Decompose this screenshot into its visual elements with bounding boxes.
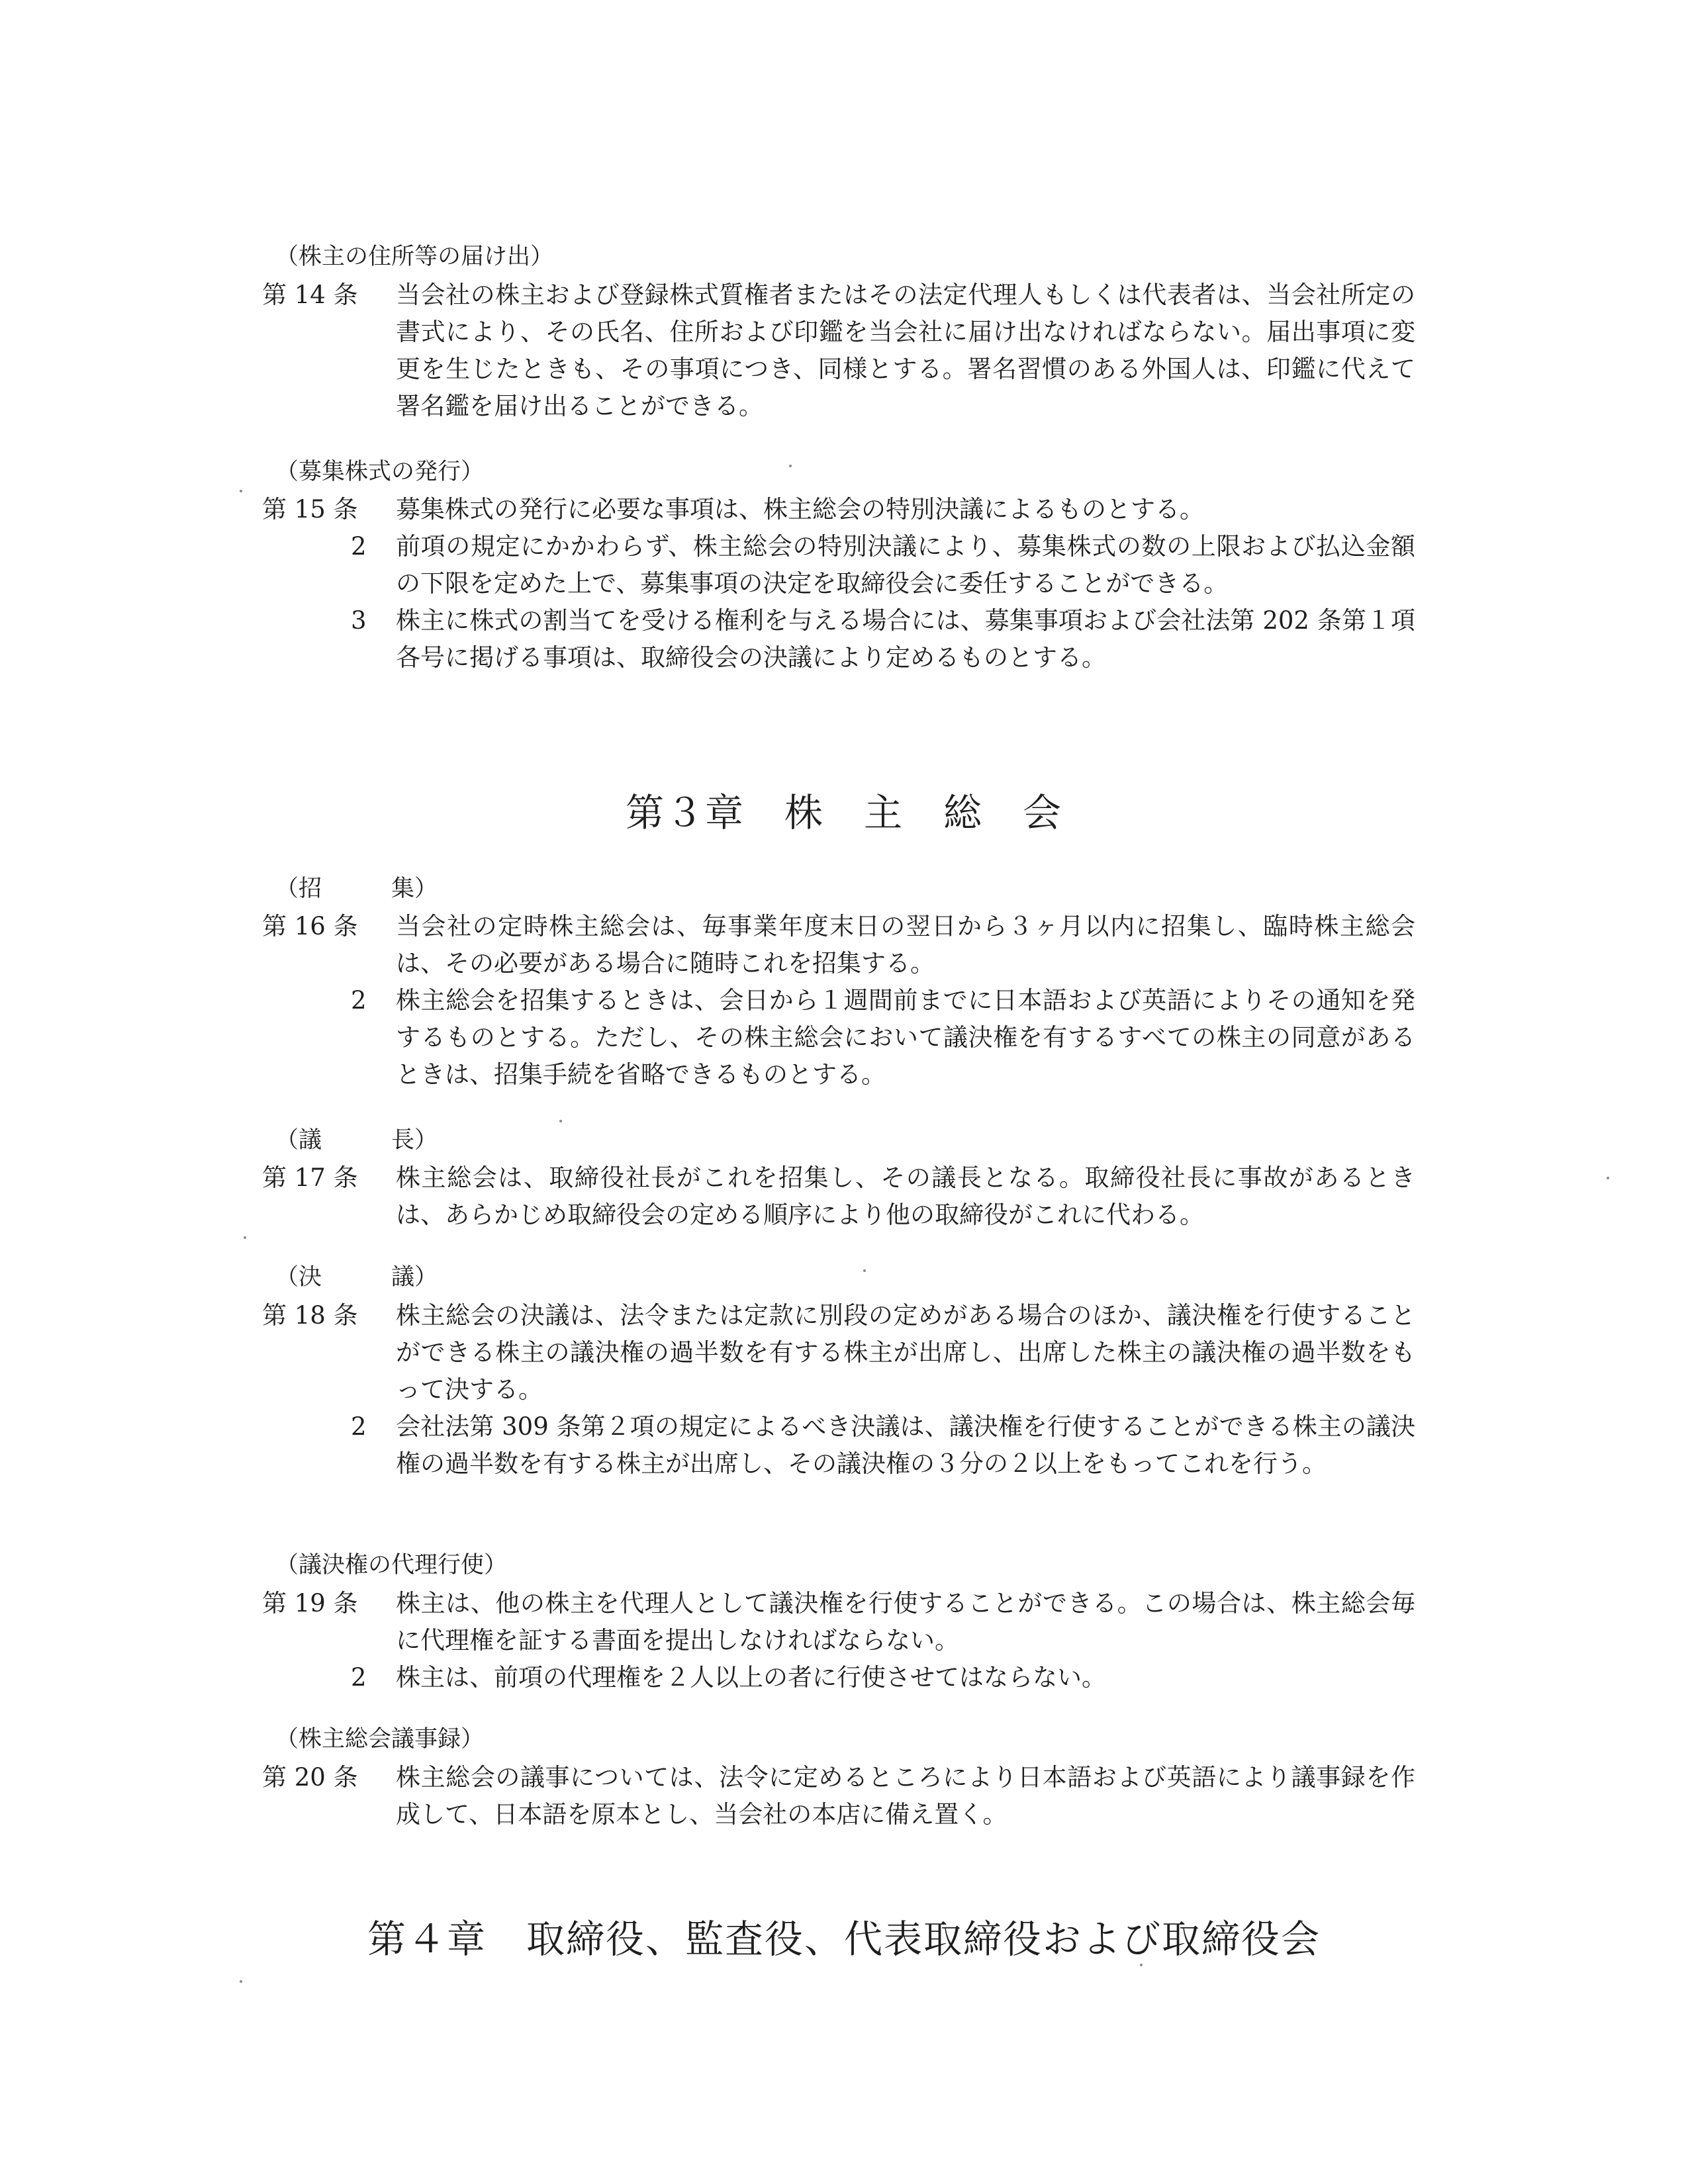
chapter-3-heading: 第３章 株 主 総 会	[625, 790, 1062, 835]
article-14-number: 第 14 条	[262, 281, 358, 309]
article-20-text: 株主総会の議事については、法令に定めるところにより日本語および英語により議事録を作成して、日本語を原本とし、当会社の本店に備え置く。	[396, 1763, 1415, 1829]
article-14-text: 当会社の株主および登録株式質権者またはその法定代理人もしくは代表者は、当会社所定の書式により、その氏名、住所および印鑑を当会社に届け出なければならない。届出事項に変更を生じたときも、その事項につき、同様とする。署名習慣のある外国人は、印鑑に代えて署名鑑を届け出ることができる。	[396, 281, 1415, 420]
article-16-paragraph-2-text: 株主総会を招集するときは、会日から１週間前までに日本語および英語によりその通知を発するものとする。ただし、その株主総会において議決権を有するすべての株主の同意があるときは、招集手続を省略できるものとする。	[396, 986, 1415, 1089]
article-17-text: 株主総会は、取締役社長がこれを招集し、その議長となる。取締役社長に事故があるときは、あらかじめ取締役会の定める順序により他の取締役がこれに代わる。	[396, 1163, 1415, 1229]
scan-speck	[240, 1980, 242, 1983]
article-17	[262, 1160, 1427, 1234]
article-14	[262, 277, 1427, 425]
article-17-caption: （議 長）	[275, 1127, 438, 1154]
article-15-paragraph-3	[262, 602, 1427, 676]
scan-speck	[789, 465, 792, 467]
article-20-paragraph-1	[262, 1759, 1427, 1833]
scan-speck	[244, 1236, 246, 1239]
article-15-caption: （募集株式の発行）	[275, 459, 485, 485]
article-19-number: 第 19 条	[262, 1589, 358, 1617]
article-15-number: 第 15 条	[262, 495, 358, 523]
article-14-paragraph-1	[262, 277, 1427, 425]
article-20-caption: （株主総会議事録）	[275, 1726, 485, 1752]
article-18-text: 株主総会の決議は、法令または定款に別段の定めがある場合のほか、議決権を行使することができる株主の議決権の過半数を有する株主が出席し、出席した株主の議決権の過半数をもって決する。	[396, 1301, 1415, 1404]
article-17-paragraph-1	[262, 1160, 1427, 1234]
article-19-text: 株主は、他の株主を代理人として議決権を行使することができる。この場合は、株主総会毎に代理権を証する書面を提出しなければならない。	[396, 1589, 1415, 1655]
scan-speck	[559, 1120, 562, 1122]
article-16-number: 第 16 条	[262, 912, 358, 940]
article-16-paragraph-1	[262, 908, 1427, 982]
article-16-text: 当会社の定時株主総会は、毎事業年度末日の翌日から３ヶ月以内に招集し、臨時株主総会は、その必要がある場合に随時これを招集する。	[396, 912, 1415, 978]
article-18-paragraph-1	[262, 1297, 1427, 1408]
article-15-paragraph-2	[262, 528, 1427, 602]
article-15-paragraph-3-text: 株主に株式の割当てを受ける権利を与える場合には、募集事項および会社法第 202 条第１項各号に掲げる事項は、取締役会の決議により定めるものとする。	[396, 606, 1415, 672]
article-17-number: 第 17 条	[262, 1163, 358, 1192]
article-15-text: 募集株式の発行に必要な事項は、株主総会の特別決議によるものとする。	[396, 495, 1204, 523]
scan-speck	[1607, 1177, 1609, 1179]
article-15-paragraph-2-text: 前項の規定にかかわらず、株主総会の特別決議により、募集株式の数の上限および払込金額の下限を定めた上で、募集事項の決定を取締役会に委任することができる。	[396, 532, 1415, 598]
article-20	[262, 1759, 1427, 1833]
article-19-paragraph-2-text: 株主は、前項の代理権を２人以上の者に行使させてはならない。	[396, 1663, 1106, 1692]
article-20-number: 第 20 条	[262, 1763, 358, 1792]
scan-speck	[1140, 1964, 1143, 1966]
article-19-paragraph-1	[262, 1585, 1427, 1659]
article-18-paragraph-2-text: 会社法第 309 条第２項の規定によるべき決議は、議決権を行使することができる株主の議決権の過半数を有する株主が出席し、その議決権の３分の２以上をもってこれを行う。	[396, 1412, 1415, 1478]
article-15-paragraph-1	[262, 491, 1427, 528]
scan-speck	[863, 1269, 866, 1272]
article-16-paragraph-2	[262, 982, 1427, 1093]
chapter-4-heading: 第４章 取締役、監査役、代表取締役および取締役会	[367, 1917, 1321, 1962]
article-15-paragraph-2-number: 2	[351, 532, 367, 561]
scan-speck	[240, 490, 242, 492]
article-15-paragraph-3-number: 3	[351, 606, 367, 635]
article-19	[262, 1585, 1427, 1696]
article-19-paragraph-2-number: 2	[351, 1663, 367, 1692]
article-16-paragraph-2-number: 2	[351, 986, 367, 1015]
article-18-number: 第 18 条	[262, 1301, 358, 1330]
article-16	[262, 908, 1427, 1093]
article-16-caption: （招 集）	[275, 876, 438, 902]
article-19-paragraph-2	[262, 1659, 1427, 1696]
article-18-caption: （決 議）	[275, 1264, 438, 1291]
article-19-caption: （議決権の代理行使）	[275, 1552, 508, 1578]
article-18-paragraph-2-number: 2	[351, 1412, 367, 1441]
article-15	[262, 491, 1427, 676]
article-18-paragraph-2	[262, 1408, 1427, 1482]
article-14-caption: （株主の住所等の届け出）	[275, 244, 554, 270]
article-18	[262, 1297, 1427, 1482]
